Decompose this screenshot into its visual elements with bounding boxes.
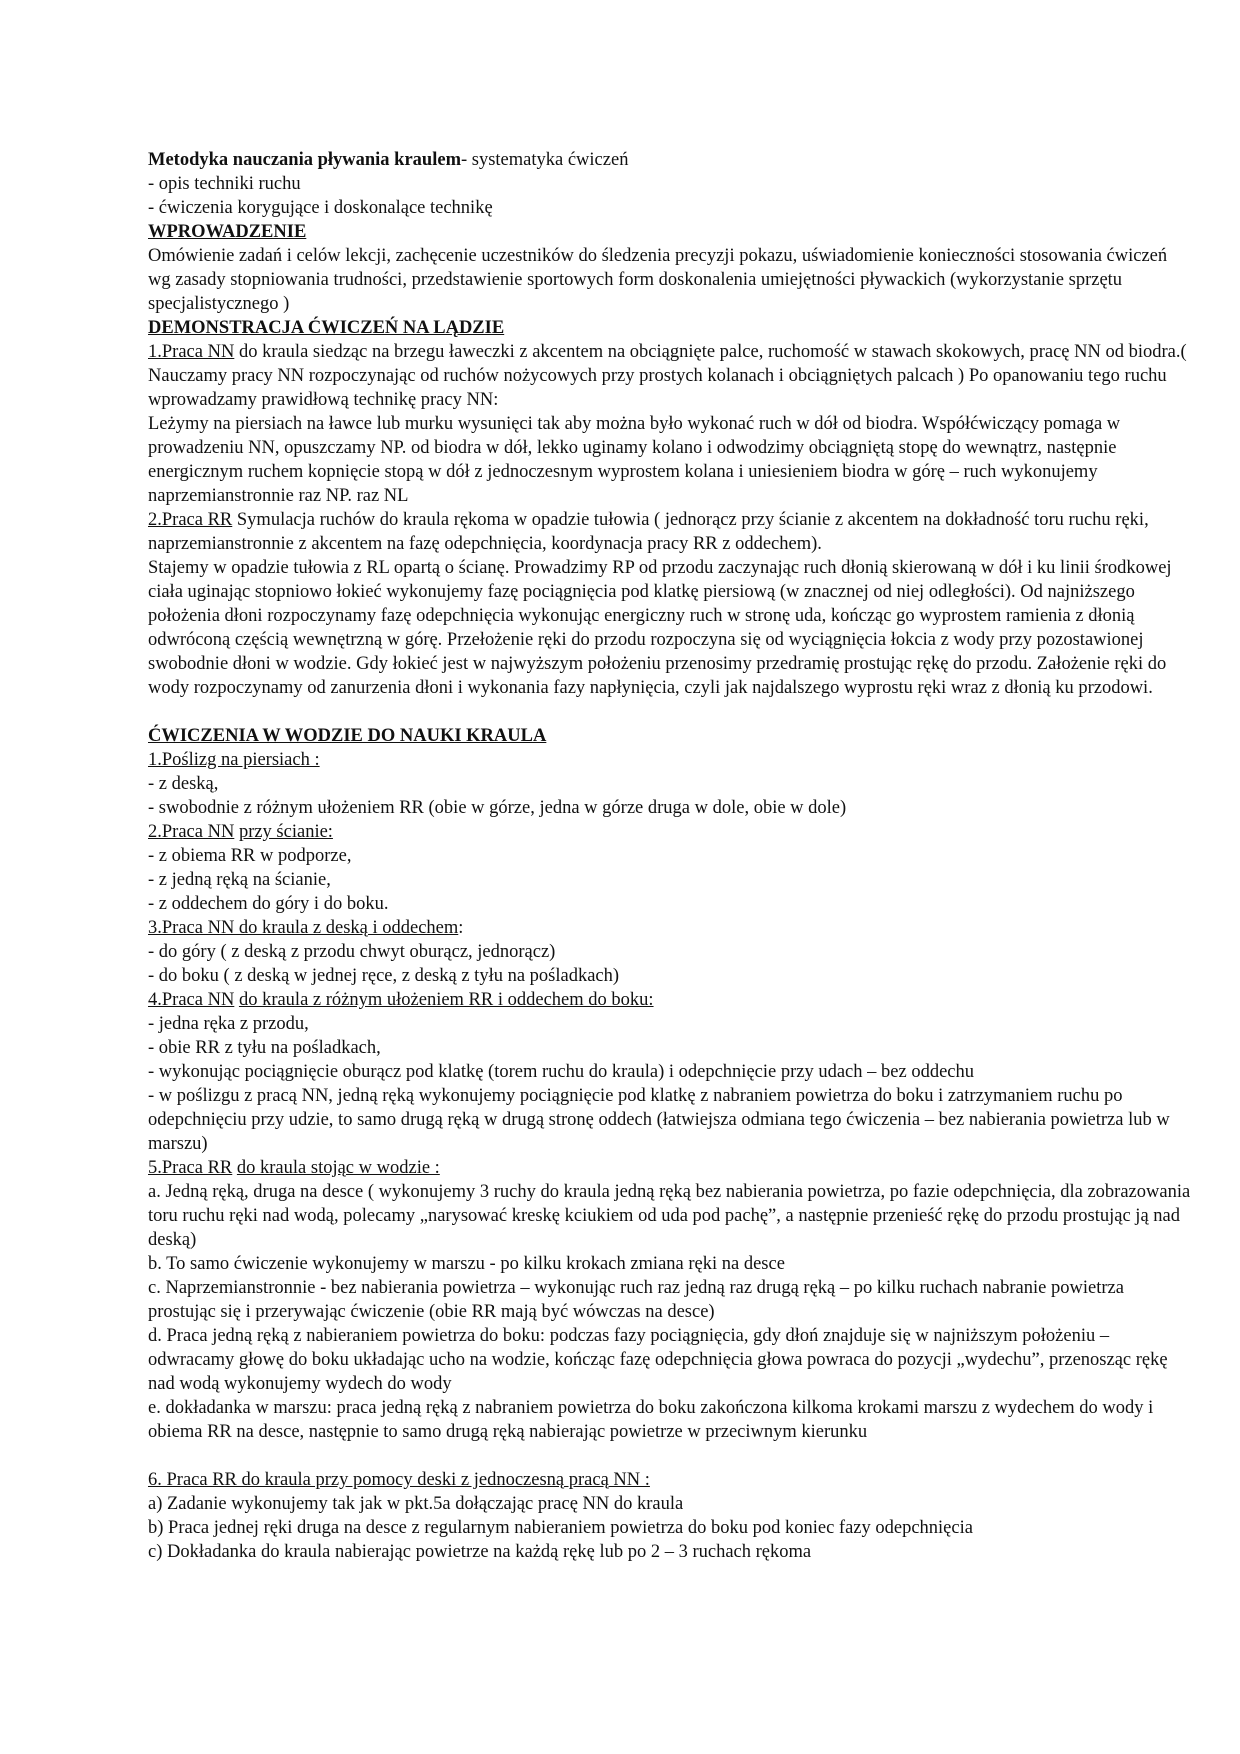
title-rest: - systematyka ćwiczeń bbox=[460, 150, 629, 170]
list-item: - z oddechem do góry i do boku. bbox=[148, 894, 389, 914]
land-exercise-1 bbox=[148, 340, 1193, 412]
document-title bbox=[148, 148, 1193, 172]
land-exercise-1-detail: Leżymy na piersiach na ławce lub murku wysunięci tak aby można było wykonać ruch w dół od biodra. Współćwiczący pomaga w prowadzeniu NN, opuszczamy NP. od biodra w dół, lekko uginamy kolano i odwodzimy obciągniętą stopę do wewnątrz, następnie energicznym ruchem kopnięcie stopą w dół z jednoczesnym wyprostem kolana i uniesieniem biodra w górę – ruch wykonujemy naprzemianstronnie raz NP. raz NL bbox=[148, 414, 1121, 506]
label-part: 5.Praca RR bbox=[148, 1158, 233, 1178]
land-exercise-2-detail: Stajemy w opadzie tułowia z RL opartą o ścianę. Prowadzimy RP od przodu zaczynając ruch dłonią skierowaną w dół i ku linii środkowej ciała uginając stopniowo łokieć wykonujemy fazę pociągnięcia pod klatkę piersiową (w znacznej od niej odległości). Od najniższego położenia dłoni rozpoczynamy fazę odepchnięcia wykonując energiczny ruch w stronę uda, kończąc go wyprostem ramienia z dłonią odwróconą częścią wewnętrzną w górę. Przełożenie ręki do przodu rozpoczyna się od wyciągnięcia łokcia z wody przy pozostawionej swobodnie dłoni w wodzie. Gdy łokieć jest w najwyższym położeniu przenosimy przedramię prostując rękę do przodu. Założenie ręki do wody rozpoczynamy od zanurzenia dłoni i wykonania fazy napłynięcia, czyli jak najdalszego wyprostu ręki wraz z dłonią ku przodowi. bbox=[148, 558, 1172, 698]
list-item: - wykonując pociągnięcie oburącz pod klatkę (torem ruchu do kraula) i odepchnięcie przy udach – bez oddechu bbox=[148, 1062, 974, 1082]
water-exercise-5-label bbox=[148, 1156, 1193, 1180]
list-item: - jedna ręka z przodu, bbox=[148, 1014, 309, 1034]
label-part: 3.Praca NN do kraula z deską i oddechem bbox=[148, 918, 459, 938]
spacer bbox=[148, 1444, 1193, 1468]
list-item: c) Dokładanka do kraula nabierając powietrze na każdą rękę lub po 2 – 3 ruchach rękoma bbox=[148, 1542, 812, 1562]
label-part: przy ścianie: bbox=[238, 822, 333, 842]
land-exercise-1-text: do kraula siedząc na brzegu ławeczki z akcentem na obciągnięte palce, ruchomość w stawach skokowych, pracę NN od biodra.( Nauczamy pracy NN rozpoczynając od ruchów nożycowych przy prostych kolanach i obciągniętych palcach ) Po opanowaniu tego ruchu wprowadzamy prawidłową technikę pracy NN: bbox=[148, 342, 1187, 410]
list-item: e. dokładanka w marszu: praca jedną ręką z nabraniem powietrza do boku zakończona kilkoma krokami marszu z wydechem do wody i obiema RR na desce, następnie to samo drugą ręką nabierając powietrze w przeciwnym kierunku bbox=[148, 1398, 1154, 1442]
land-exercise-2-text: Symulacja ruchów do kraula rękoma w opadzie tułowia ( jednorącz przy ścianie z akcentem na dokładność toru ruchu ręki, naprzemianstronnie z akcentem na fazę odepchnięcia, koordynacja pracy RR z oddechem). bbox=[148, 510, 1149, 554]
label-part: do kraula stojąc w wodzie : bbox=[236, 1158, 440, 1178]
land-exercise-2-label: 2.Praca RR bbox=[148, 510, 233, 530]
intro-paragraph: Omówienie zadań i celów lekcji, zachęcenie uczestników do śledzenia precyzji pokazu, uświadomienie konieczności stosowania ćwiczeń wg zasady stopniowania trudności, przedstawienie sportowych form doskonalenia umiejętności pływackich (wykorzystanie sprzętu specjalistycznego ) bbox=[148, 246, 1168, 314]
land-exercise-1-label: 1.Praca NN bbox=[148, 342, 235, 362]
list-item: a) Zadanie wykonujemy tak jak w pkt.5a dołączając pracę NN do kraula bbox=[148, 1494, 684, 1514]
list-item: d. Praca jedną ręką z nabieraniem powietrza do boku: podczas fazy pociągnięcia, gdy dłoń znajduje się w najniższym położeniu – odwracamy głowę do boku układając ucho na wodzie, kończąc fazę odepchnięcia głowa powraca do pozycji „wydechu”, przenosząc rękę nad wodą wykonujemy wydech do wody bbox=[148, 1326, 1168, 1394]
list-item: b) Praca jednej ręki druga na desce z regularnym nabieraniem powietrza do boku pod koniec fazy odepchnięcia bbox=[148, 1518, 973, 1538]
section-heading-water: ĆWICZENIA W WODZIE DO NAUKI KRAULA bbox=[148, 726, 547, 746]
list-item: - swobodnie z różnym ułożeniem RR (obie w górze, jedna w górze druga w dole, obie w dole) bbox=[148, 798, 847, 818]
spacer bbox=[148, 700, 1193, 724]
list-item: - do boku ( z deską w jednej ręce, z deską z tyłu na pośladkach) bbox=[148, 966, 620, 986]
section-heading-land: DEMONSTRACJA ĆWICZEŃ NA LĄDZIE bbox=[148, 318, 505, 338]
list-item: - z jedną ręką na ścianie, bbox=[148, 870, 331, 890]
section-heading-intro: WPROWADZENIE bbox=[148, 222, 307, 242]
title-bold: Metodyka nauczania pływania kraulem bbox=[148, 150, 461, 170]
water-exercise-4-label bbox=[148, 988, 1193, 1012]
list-item: a. Jedną ręką, druga na desce ( wykonujemy 3 ruchy do kraula jedną ręką bez nabierania powietrza, po fazie odepchnięcia, dla zobrazowania toru ruchu ręki nad wodą, polecamy „narysować kreskę kciukiem od uda pod pachę”, a następnie przenieść rękę do przodu prostując ją nad deską) bbox=[148, 1182, 1191, 1250]
water-exercise-2-label bbox=[148, 820, 1193, 844]
label-part: 2.Praca NN bbox=[148, 822, 235, 842]
land-exercise-2 bbox=[148, 508, 1193, 556]
list-item: - do góry ( z deską z przodu chwyt oburącz, jednorącz) bbox=[148, 942, 556, 962]
water-exercise-1-label: 1.Poślizg na piersiach : bbox=[148, 750, 320, 770]
water-exercise-3-label bbox=[148, 916, 1193, 940]
list-item: - obie RR z tyłu na pośladkach, bbox=[148, 1038, 381, 1058]
intro-item: - ćwiczenia korygujące i doskonalące technikę bbox=[148, 198, 493, 218]
label-part: : bbox=[458, 918, 464, 938]
label-part: do kraula z różnym ułożeniem RR i oddechem do boku: bbox=[238, 990, 654, 1010]
water-exercise-6-label: 6. Praca RR do kraula przy pomocy deski z jednoczesną pracą NN : bbox=[148, 1470, 650, 1490]
intro-item: - opis techniki ruchu bbox=[148, 174, 301, 194]
list-item: - w poślizgu z pracą NN, jedną ręką wykonujemy pociągnięcie pod klatkę z nabraniem powietrza do boku i zatrzymaniem ruchu po odepchnięciu przy udzie, to samo drugą ręką w drugą stronę oddech (łatwiejsza odmiana tego ćwiczenia – bez nabierania powietrza lub w marszu) bbox=[148, 1086, 1170, 1154]
list-item: - z obiema RR w podporze, bbox=[148, 846, 352, 866]
document-page bbox=[148, 148, 1193, 1564]
list-item: b. To samo ćwiczenie wykonujemy w marszu - po kilku krokach zmiana ręki na desce bbox=[148, 1254, 785, 1274]
list-item: c. Naprzemianstronnie - bez nabierania powietrza – wykonując ruch raz jedną raz drugą ręką – po kilku ruchach nabranie powietrza prostując się i przerywając ćwiczenie (obie RR mają być wówczas na desce) bbox=[148, 1278, 1124, 1322]
list-item: - z deską, bbox=[148, 774, 219, 794]
label-part: 4.Praca NN bbox=[148, 990, 235, 1010]
